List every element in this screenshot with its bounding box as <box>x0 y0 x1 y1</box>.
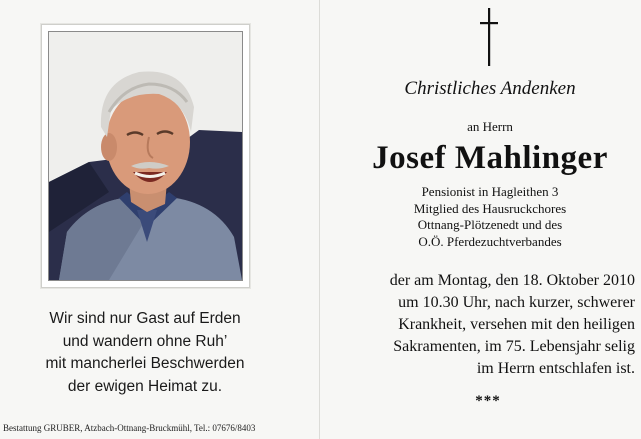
details-line: Ottnang-Plötzenedt und des <box>417 217 563 232</box>
details-line: Mitglied des Hausruckchores <box>413 200 567 216</box>
card-heading: Christliches Andenken <box>404 78 576 99</box>
salutation: an Herrn <box>467 119 513 134</box>
obituary-line: im Herrn entschlafen ist. <box>476 360 635 377</box>
portrait-illustration <box>49 32 242 280</box>
obituary-line: der am Montag, den 18. Oktober 2010 <box>389 272 635 289</box>
closing-stars: *** <box>475 393 501 409</box>
portrait-photo <box>48 31 243 281</box>
obituary-text <box>335 270 635 380</box>
photo-frame <box>41 24 250 288</box>
latin-cross-icon <box>480 8 498 66</box>
card-fold <box>319 0 320 439</box>
details-line: Pensionist in Hagleithen 3 <box>421 184 559 199</box>
poem-line: Wir sind nur Gast auf Erden <box>49 310 241 327</box>
poem-line: der ewigen Heimat zu. <box>67 377 223 395</box>
poem-line: mit mancherlei Beschwerden <box>45 355 245 372</box>
obituary-line: um 10.30 Uhr, nach kurzer, schwerer <box>398 294 635 311</box>
deceased-name: Josef Mahlinger <box>372 140 608 176</box>
obituary-line: Krankheit, versehen mit den heiligen <box>398 316 635 333</box>
details-line: O.Ö. Pferdezuchtverbandes <box>418 233 562 249</box>
deceased-details <box>330 184 641 250</box>
poem <box>20 308 270 398</box>
poem-line: und wandern ohne Ruh’ <box>62 332 228 350</box>
obituary-line: Sakramenten, im 75. Lebensjahr selig <box>393 338 635 355</box>
undertaker-footer: Bestattung GRUBER, Atzbach-Ottnang-Bruckmühl, Tel.: 07676/8403 <box>3 423 256 433</box>
